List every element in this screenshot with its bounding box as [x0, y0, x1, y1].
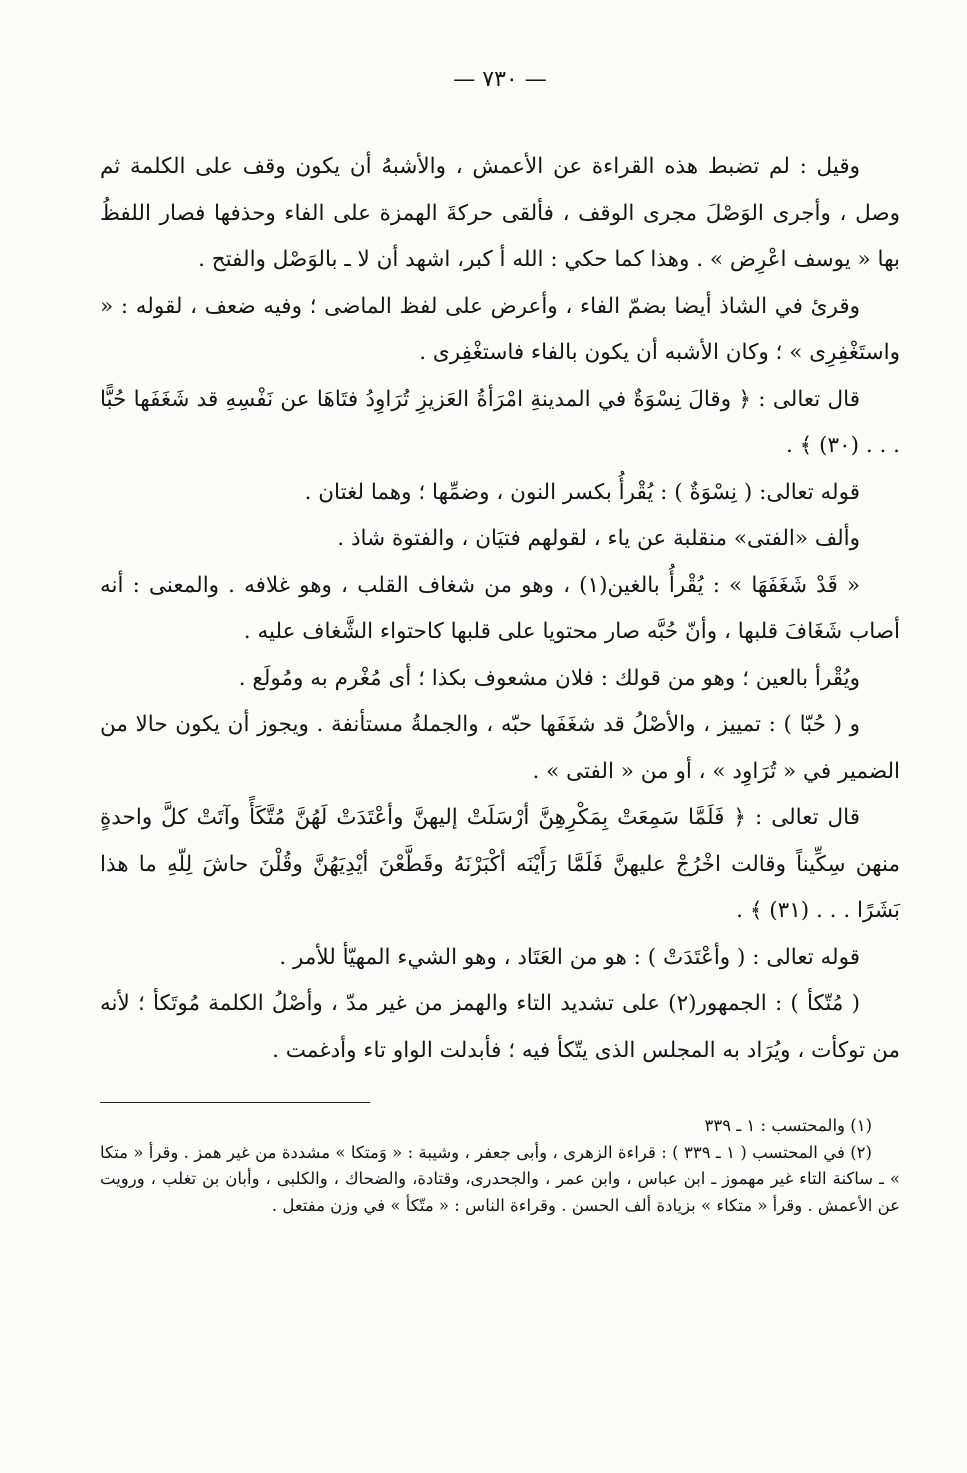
book-page — [100, 62, 900, 1219]
main-text — [100, 144, 900, 1074]
paragraph: قوله تعالى: ( نِسْوَةٌ ) : يُقْرأُ بكسر النون ، وضمِّها ؛ وهما لغتان . — [304, 479, 860, 505]
paragraph: ( مُتّكأ ) : الجمهور(٢) على تشديد التاء والهمز من غير مدّ ، وأصْلُ الكلمة مُوتَكأ ؛ لأنه من توكأت ، ويُرَاد به المجلس الذى يتّكأ فيه ؛ فأبدلت الواو تاء وأدغمت . — [100, 991, 900, 1063]
footnote-divider — [100, 1102, 370, 1103]
paragraph: قال تعالى : ﴿ وقالَ نِسْوَةٌ في المدينةِ امْرَأةُ العَزيزِ تُرَاوِدُ فتَاهَا عن نَفْسِهِ قد شَغَفَها حُبًّا . . . (٣٠) ﴾ . — [100, 386, 900, 458]
footnotes — [100, 1113, 900, 1219]
paragraph: و ( حُبّا ) : تمييز ، والأصْلُ قد شغَفَها حبّه ، والجملةُ مستأنفة . ويجوز أن يكون حالا من الضمير في « تُرَاوِد » ، أو من « الفتى » . — [100, 712, 900, 784]
paragraph: قال تعالى : ﴿ فَلَمَّا سَمِعَتْ بِمَكْرِهِنَّ أرْسَلَتْ إليهنَّ وأعْتَدَتْ لَهُنَّ مُتَّكَأً وآتَتْ كلَّ واحدةٍ منهن سِكِّيناً وقالت اخْرُجْ عليهنَّ فَلَمَّا رَأَيْنَه أكْبَرْنَهُ وقَطَّعْنَ أيْدِيَهُنَّ وقُلْنَ حاشَ لِلّهِ ما هذا بَشَرًا . . . (٣١) ﴾ . — [100, 805, 900, 923]
paragraph: قوله تعالى : ( وأعْتَدَتْ ) : هو من العَتَاد ، وهو الشيء المهيّأ للأمر . — [279, 944, 860, 970]
footnote: (١) والمحتسب : ١ ـ ٣٣٩ — [704, 1116, 872, 1135]
paragraph: « قَدْ شَغَفَهَا » : يُقْرأُ بالغين(١) ، وهو من شغاف القلب ، وهو غلافه . والمعنى : أنه أصاب شَغَافَ قلبها ، وأنّ حُبَّه صار محتويا على قلبها كاحتواء الشَّغاف عليه . — [100, 572, 900, 644]
footnote: (٢) في المحتسب ( ١ ـ ٣٣٩ ) : قراءة الزهرى ، وأبى جعفر ، وشيبة : « وَمتكا » مشددة من غير همز . وقرأ « متكا » ـ ساكنة التاء غير مهموز ـ ابن عباس ، وابن عمر ، والجحدرى، وقتادة، والضحاك ، والكلبى ، وأبان بن تغلب ، ورويت عن الأعمش . وقرأ « متكاء » بزيادة ألف الحسن . وقراءة الناس : « متّكأ » في وزن مفتعل . — [100, 1142, 900, 1215]
paragraph: ويُقْرأ بالعين ؛ وهو من قولك : فلان مشعوف بكذا ؛ أى مُغْرم به ومُولَع . — [238, 665, 860, 691]
paragraph: وألف «الفتى» منقلبة عن ياء ، لقولهم فتيَان ، والفتوة شاذ . — [337, 526, 860, 551]
paragraph: وقيل : لم تضبط هذه القراءة عن الأعمش ، والأشبهُ أن يكون وقف على الكلمة ثم وصل ، وأجرى الوَصْلَ مجرى الوقف ، فألقى حركةَ الهمزة على الفاء وحذفها فصار اللفظُ بها « يوسف اعْرِض » . وهذا كما حكي : الله أ كبر، اشهد أن لا ـ بالوَصْل والفتح . — [100, 154, 900, 272]
paragraph: وقرئ في الشاذ أيضا بضمّ الفاء ، وأعرض على لفظ الماضى ؛ وفيه ضعف ، لقوله : « واستَغْفِرِى » ؛ وكان الأشبه أن يكون بالفاء فاستغْفِرى . — [100, 293, 900, 365]
page-number: — ٧٣٠ — — [453, 67, 547, 92]
